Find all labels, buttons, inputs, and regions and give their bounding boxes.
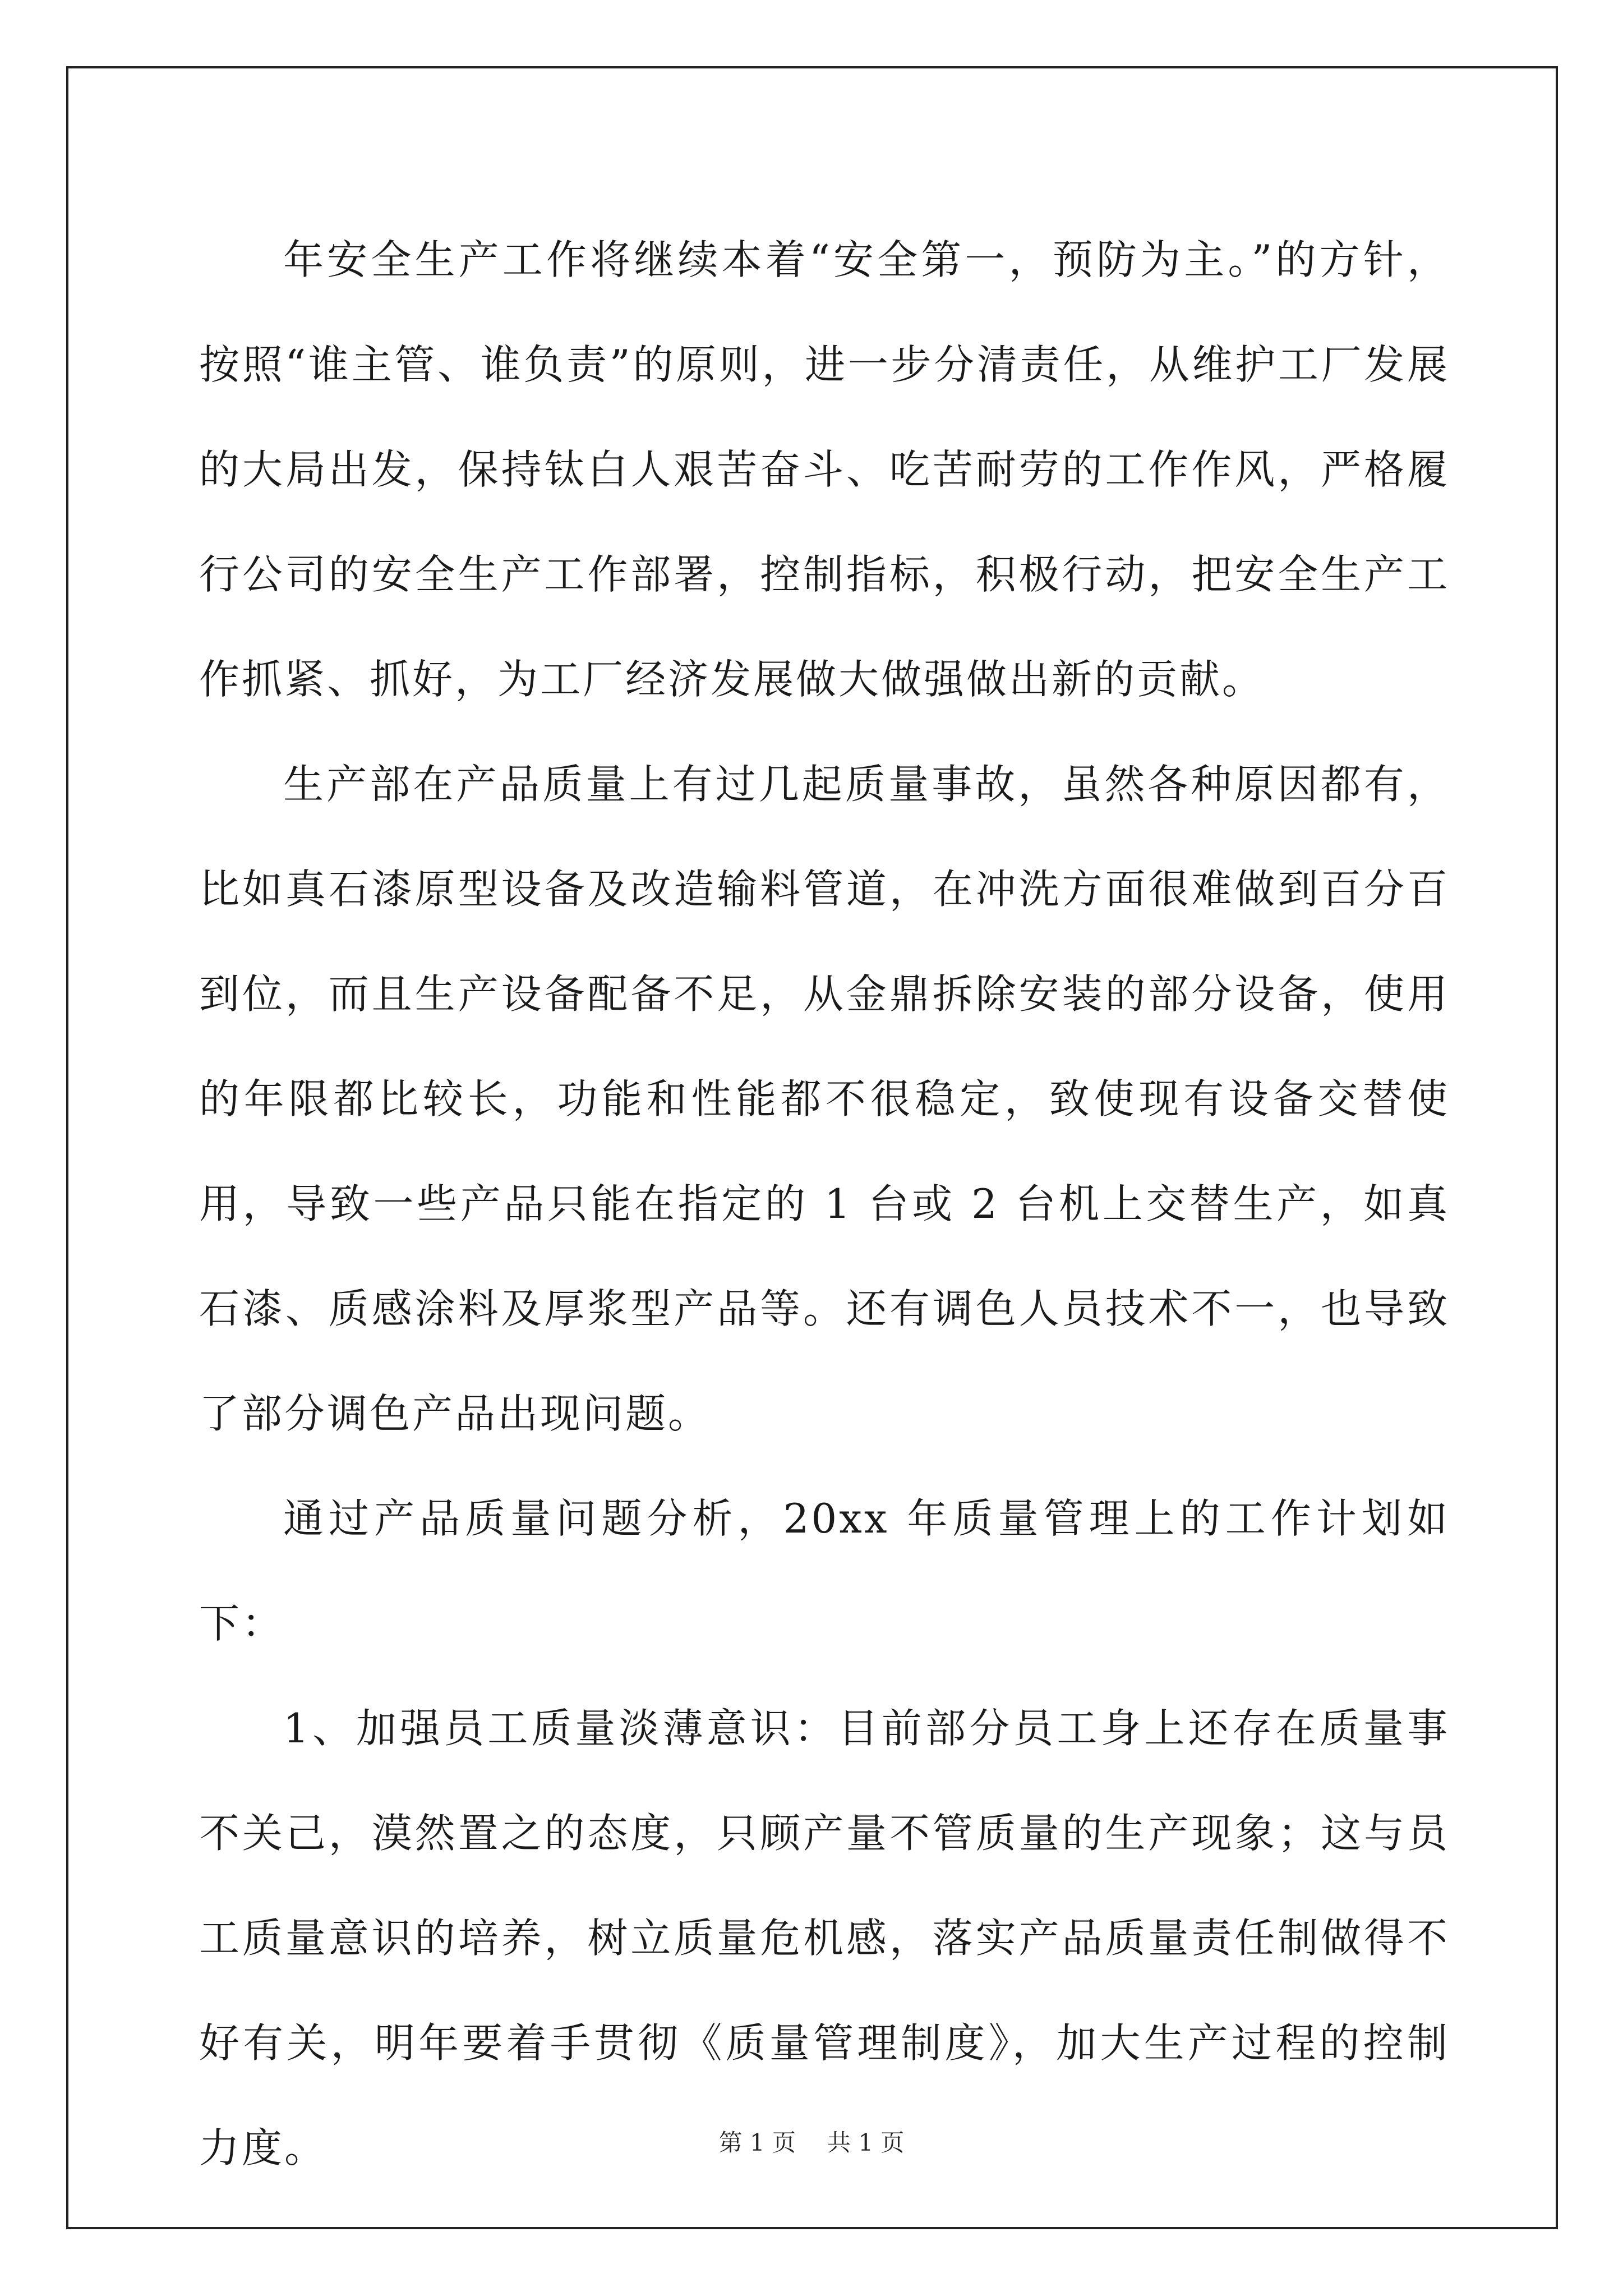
paragraph-quality-issues: 生产部在产品质量上有过几起质量事故，虽然各种原因都有，比如真石漆原型设备及改造输料管道，在冲洗方面很难做到百分百到位，而且生产设备配备不足，从金鼎拆除安装的部分设备，使用的年限都比较长，功能和性能都不很稳定，致使现有设备交替使用，导致一些产品只能在指定的 1 台或 2 台机上交替生产，如真石漆、质感涂料及厚浆型产品等。还有调色人员技术不一，也导致了部分调色产品出现问题。 xyxy=(199,761,1450,1437)
page-footer xyxy=(0,2126,1623,2160)
paragraph-plan-item-1: 1、加强员工质量淡薄意识：目前部分员工身上还存在质量事不关己，漠然置之的态度，只顾产量不管质量的生产现象；这与员工质量意识的培养，树立质量危机感，落实产品质量责任制做得不好有关，明年要着手贯彻《质量管理制度》，加大生产过程的控制力度。 xyxy=(199,1705,1450,2171)
paragraph-plan-intro: 通过产品质量问题分析，20xx 年质量管理上的工作计划如下： xyxy=(199,1495,1450,1647)
page-number: 第 1 页 xyxy=(718,2129,796,2156)
paragraph-safety-policy: 年安全生产工作将继续本着“安全第一，预防为主。”的方针，按照“谁主管、谁负责”的原则，进一步分清责任，从维护工厂发展的大局出发，保持钛白人艰苦奋斗、吃苦耐劳的工作作风，严格履行公司的安全生产工作部署，控制指标，积极行动，把安全生产工作抓紧、抓好，为工厂经济发展做大做强做出新的贡献。 xyxy=(199,236,1450,703)
page-count: 共 1 页 xyxy=(827,2129,905,2156)
document-body xyxy=(199,208,1450,2201)
